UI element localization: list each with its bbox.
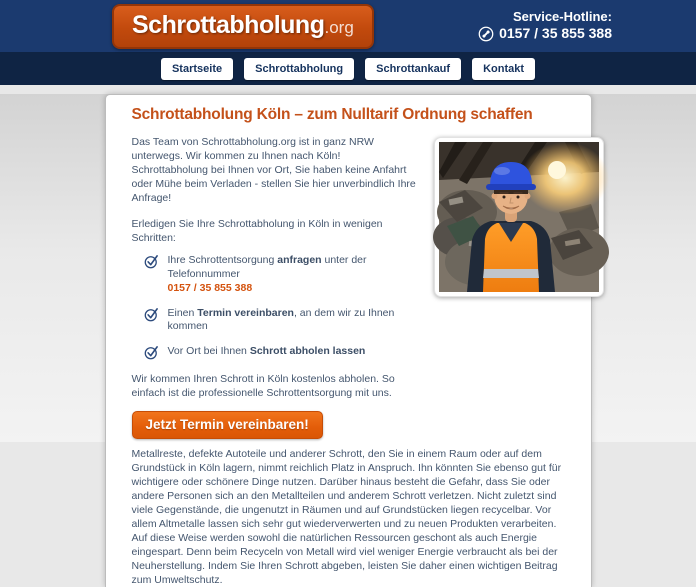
seo-paragraph: Metallreste, defekte Autoteile und anderer Schrott, den Sie in einem Raum oder auf dem Grundstück in Köln lagern, nimmt reichlich Platz in Anspruch. Ihn könnten Sie ebenso gut für wichtigere oder schönere Dinge nutzen. Darüber hinaus besteht die Gefahr, dass Sie oder andere Personen sich an den Metallteilen und anderem Schrott verletzen. Nicht zuletzt sind viele Gegenstände, die ungenutzt in Räumen und auf Grundstücken liegen recycelbar. Vor allem Altmetalle lassen sich sehr gut wiederverwerten und zu neuen Produkten verarbeiten. Auf diese Weise werden sowohl die natürlichen Ressourcen geschont als auch Energie eingespart. Denn beim Recyceln von Metall wird viel weniger Energie verbraucht als bei der Neuherstellung. Indem Sie Ihren Schrott abgeben, leisten Sie daher einen wichtigen Beitrag zum Umweltschutz.	[131, 447, 562, 586]
nav-item-schrottabholung[interactable]: Schrottabholung	[244, 58, 354, 80]
content-card	[105, 94, 592, 587]
steps-intro: Erledigen Sie Ihre Schrottabholung in Köln in wenigen Schritten:	[131, 218, 383, 244]
nav-item-schrottankauf[interactable]: Schrottankauf	[365, 58, 461, 80]
page-background	[0, 94, 696, 586]
nav-item-startseite[interactable]: Startseite	[161, 58, 233, 80]
step-phone-number[interactable]: 0157 / 35 855 388	[167, 282, 253, 294]
hotline-number: 0157 / 35 855 388	[499, 25, 612, 42]
logo-text: Schrottabholung	[132, 10, 325, 39]
hotline-phone-link[interactable]	[478, 25, 612, 43]
logo-suffix: .org	[324, 17, 354, 37]
header-bar	[0, 0, 696, 52]
step-text: Einen Termin vereinbaren, an dem wir zu Ihnen kommen	[167, 306, 395, 332]
appointment-cta-button[interactable]: Jetzt Termin vereinbaren!	[132, 411, 323, 439]
content-columns	[132, 135, 567, 439]
page-title: Schrottabholung Köln – zum Nulltarif Ordnung schaffen	[131, 106, 533, 123]
site-logo[interactable]	[112, 4, 374, 49]
phone-icon	[478, 26, 494, 42]
list-item	[144, 254, 420, 296]
check-circle-icon	[144, 307, 159, 322]
worker-photo	[434, 137, 604, 297]
list-item	[144, 345, 420, 360]
intro-paragraph: Das Team von Schrottabholung.org ist in ganz NRW unterwegs. Wir kommen zu Ihnen nach Köln! Schrottabholung bei Ihnen vor Ort, Sie haben keine Anfahrt oder Mühe beim Verladen - stellen Sie hier unverbindlich Ihre Anfrage!	[131, 136, 416, 204]
list-item	[144, 307, 420, 334]
steps-list	[144, 254, 420, 360]
nav-item-kontakt[interactable]: Kontakt	[472, 58, 535, 80]
step-text: Vor Ort bei Ihnen Schrott abholen lassen	[167, 344, 366, 357]
main-navigation	[0, 52, 696, 85]
step-text: Ihre Schrottentsorgung anfragen unter der Telefonnummer 0157 / 35 855 388	[168, 254, 420, 296]
check-circle-icon	[144, 254, 159, 269]
summary-paragraph: Wir kommen Ihren Schrott in Köln kostenlos abholen. So einfach ist die professionelle Schrottentsorgung mit uns.	[131, 372, 395, 399]
text-column	[132, 135, 420, 439]
hotline-label: Service-Hotline:	[513, 9, 612, 25]
image-column	[434, 135, 604, 439]
worker-photo-illustration	[439, 142, 599, 292]
service-hotline	[478, 9, 612, 43]
check-circle-icon	[144, 345, 159, 360]
